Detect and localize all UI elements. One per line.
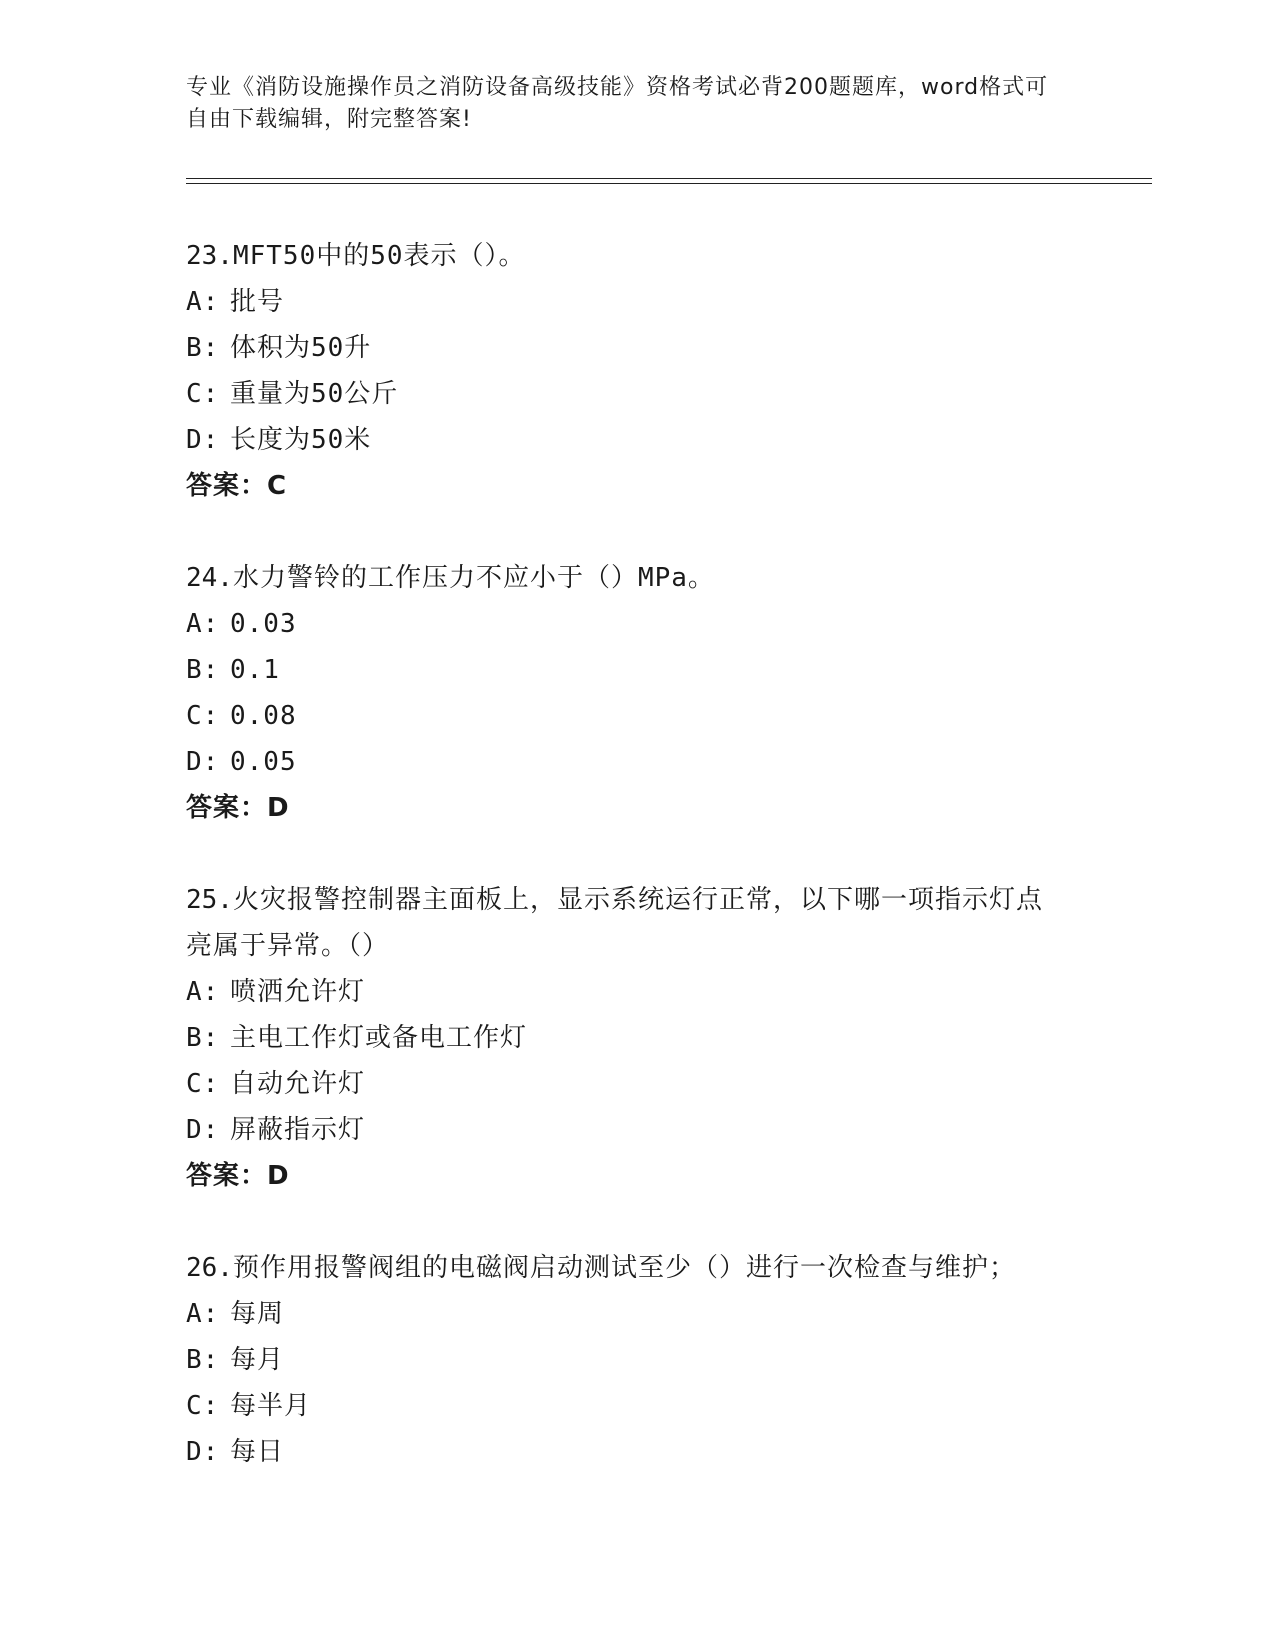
option-key: A: [186,1299,220,1329]
document-header: 专业《消防设施操作员之消防设备高级技能》资格考试必背200题题库，word格式可自由下载编辑，附完整答案! [186,75,1049,132]
question-stem: 火灾报警控制器主面板上，显示系统运行正常，以下哪一项指示灯点亮属于异常。（） [186,885,1043,961]
question-text [186,1245,1066,1291]
question-text [186,877,1066,969]
option-d [186,1107,1106,1153]
option-text: 0.1 [230,655,280,685]
option-b [186,647,1106,693]
option-key: D: [186,1115,220,1145]
option-key: D: [186,1437,220,1467]
option-text: 主电工作灯或备电工作灯 [230,1023,528,1053]
option-c [186,371,1106,417]
option-text: 每月 [230,1345,285,1375]
option-d [186,739,1106,785]
option-text: 长度为50米 [230,425,372,455]
option-key: C: [186,379,220,409]
option-text: 每周 [230,1299,285,1329]
option-key: B: [186,1345,220,1375]
option-text: 每半月 [230,1391,312,1421]
option-a [186,1291,1106,1337]
question-number: 25. [186,885,233,915]
question-text [186,233,1066,279]
option-b [186,1015,1106,1061]
option-text: 屏蔽指示灯 [230,1115,366,1145]
option-text: 0.03 [230,609,297,639]
option-text: 重量为50公斤 [230,379,399,409]
header-divider-top [186,178,1152,179]
option-text: 体积为50升 [230,333,372,363]
option-a [186,279,1106,325]
option-text: 0.08 [230,701,297,731]
option-c [186,1061,1106,1107]
option-key: C: [186,701,220,731]
option-key: B: [186,333,220,363]
question-25 [186,877,1106,1199]
option-text: 喷洒允许灯 [230,977,366,1007]
question-24 [186,555,1106,831]
option-a [186,969,1106,1015]
option-c [186,693,1106,739]
option-key: D: [186,425,220,455]
question-stem: 预作用报警阀组的电磁阀启动测试至少（）进行一次检查与维护； [232,1253,1016,1283]
answer-line: 答案：D [186,793,290,823]
option-key: B: [186,1023,220,1053]
option-a [186,601,1106,647]
option-key: A: [186,287,220,317]
option-text: 0.05 [230,747,297,777]
option-text: 自动允许灯 [230,1069,366,1099]
question-23 [186,233,1106,509]
option-key: A: [186,609,220,639]
question-stem: MFT50中的50表示（）。 [232,241,526,271]
option-d [186,417,1106,463]
option-text: 每日 [230,1437,285,1467]
option-text: 批号 [230,287,285,317]
answer-line: 答案：D [186,1161,290,1191]
option-key: B: [186,655,220,685]
header-divider-bottom [186,183,1152,184]
question-26 [186,1245,1106,1475]
option-d [186,1429,1106,1475]
option-b [186,1337,1106,1383]
question-number: 24. [186,563,233,593]
question-stem: 水力警铃的工作压力不应小于（）MPa。 [232,563,715,593]
question-text [186,555,1066,601]
answer-line: 答案：C [186,471,288,501]
question-list [186,233,1106,1521]
option-key: D: [186,747,220,777]
option-key: A: [186,977,220,1007]
option-key: C: [186,1069,220,1099]
question-number: 26. [186,1253,233,1283]
option-c [186,1383,1106,1429]
option-b [186,325,1106,371]
option-key: C: [186,1391,220,1421]
question-number: 23. [186,241,233,271]
